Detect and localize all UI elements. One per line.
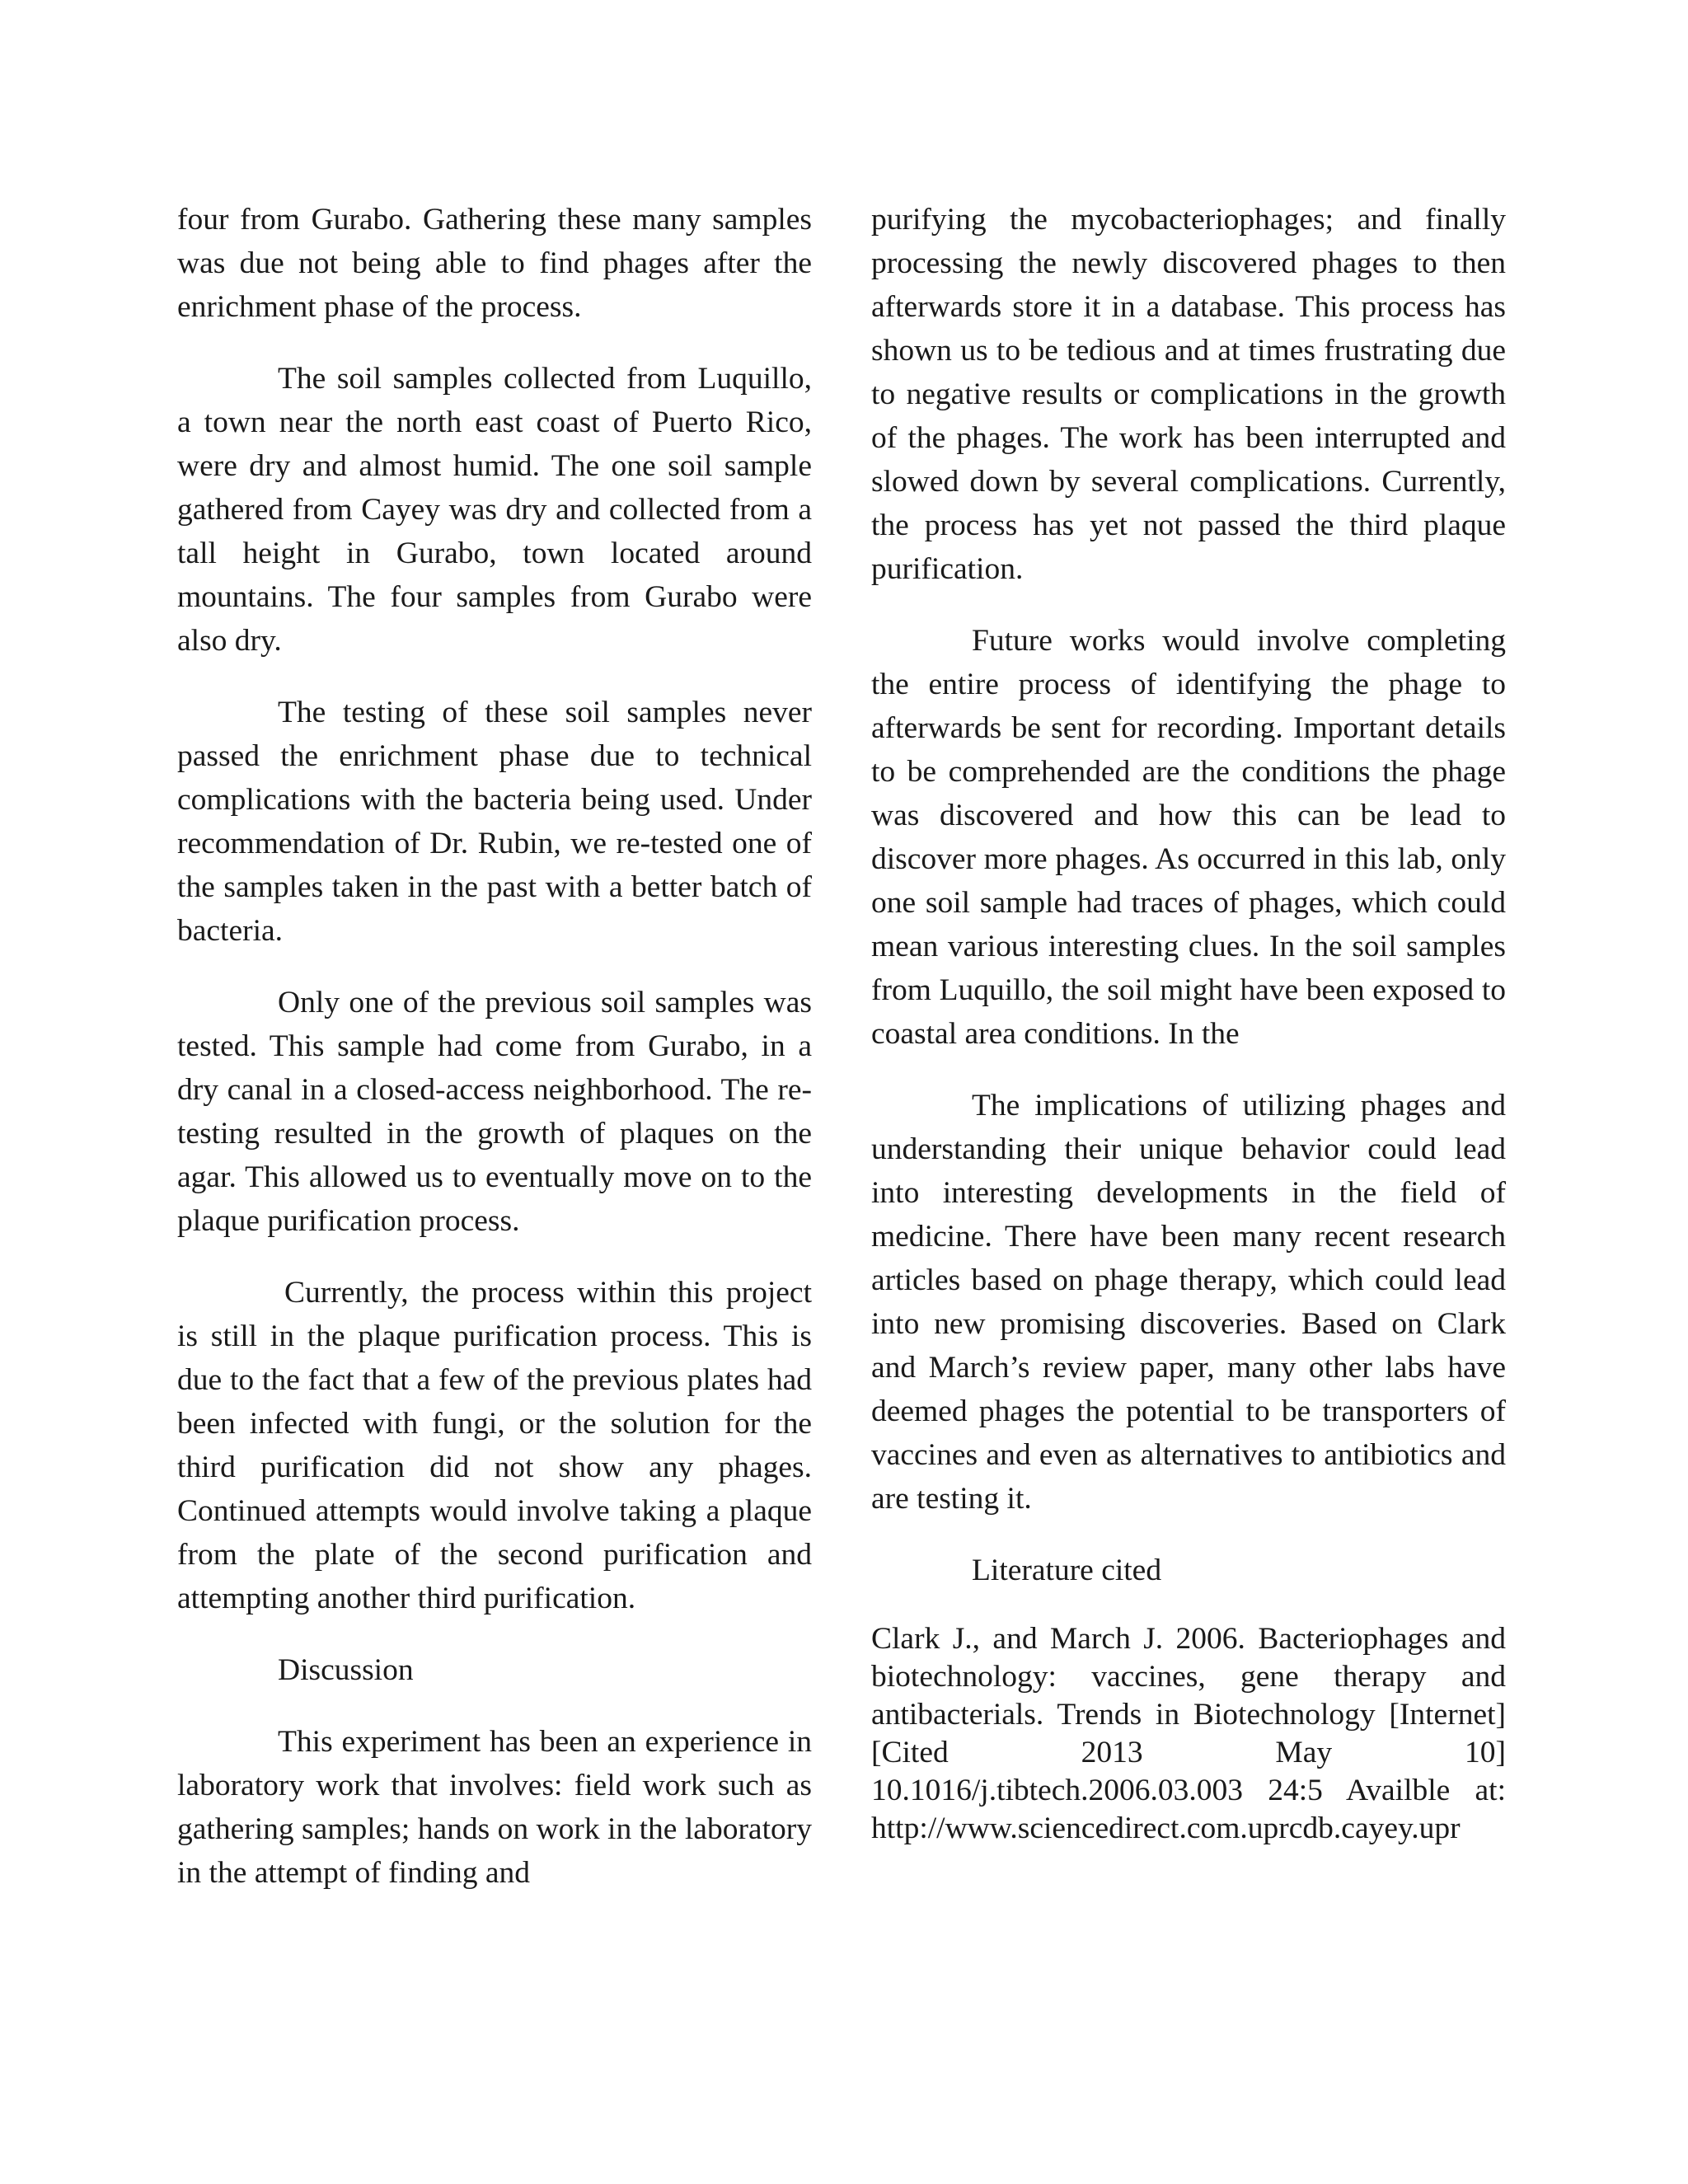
paragraph: This experiment has been an experience in laboratory work that involves: field work such as gathering samples; hands on work in the laboratory in the attempt of finding and — [177, 1725, 812, 1890]
reference-entry: Clark J., and March J. 2006. Bacteriophages and biotechnology: vaccines, gene therapy and antibacterials. Trends in Biotechnology [Internet] [Cited 2013 May 10] 10.1016/j.tibtech.2006.03.003 24:5 Availble at: http://www.sciencedirect.com.uprcdb.cayey.upr — [871, 1622, 1506, 1845]
paragraph: Currently, the process within this project is still in the plaque purification process. This is due to the fact that a few of the previous plates had been infected with fungi, or the solution for the third purification did not show any phages. Continued attempts would involve taking a plaque from the plate of the second purification and attempting another third purification. — [177, 1276, 812, 1615]
right-column — [871, 198, 1506, 1876]
paragraph: The soil samples collected from Luquillo, a town near the north east coast of Puerto Rico, were dry and almost humid. The one soil sample gathered from Cayey was dry and collected from a tall height in Gurabo, town located around mountains. The four samples from Gurabo were also dry. — [177, 362, 812, 658]
left-column — [177, 198, 812, 1895]
paragraph: purifying the mycobacteriophages; and finally processing the newly discovered phages to then afterwards store it in a database. This process has shown us to be tedious and at times frustrating due to negative results or complications in the growth of the phages. The work has been interrupted and slowed down by several complications. Currently, the process has yet not passed the third plaque purification. — [871, 203, 1506, 586]
discussion-heading: Discussion — [278, 1653, 414, 1687]
literature-cited-heading: Literature cited — [972, 1554, 1162, 1587]
paragraph: four from Gurabo. Gathering these many samples was due not being able to find phages after the enrichment phase of the process. — [177, 203, 812, 324]
paragraph: Future works would involve completing the entire process of identifying the phage to afterwards be sent for recording. Important details to be comprehended are the conditions the phage was discovered and how this can be lead to discover more phages. As occurred in this lab, only one soil sample had traces of phages, which could mean various interesting clues. In the soil samples from Luquillo, the soil might have been exposed to coastal area conditions. In the — [871, 624, 1506, 1051]
paragraph: The implications of utilizing phages and understanding their unique behavior could lead into interesting developments in the field of medicine. There have been many recent research articles based on phage therapy, which could lead into new promising discoveries. Based on Clark and March’s review paper, many other labs have deemed phages the potential to be transporters of vaccines and even as alternatives to antibiotics and are testing it. — [871, 1089, 1506, 1516]
paragraph: Only one of the previous soil samples was tested. This sample had come from Gurabo, in a dry canal in a closed-access neighborhood. The re-testing resulted in the growth of plaques on the agar. This allowed us to eventually move on to the plaque purification process. — [177, 986, 812, 1238]
paragraph: The testing of these soil samples never passed the enrichment phase due to technical complications with the bacteria being used. Under recommendation of Dr. Rubin, we re-tested one of the samples taken in the past with a better batch of bacteria. — [177, 696, 812, 948]
